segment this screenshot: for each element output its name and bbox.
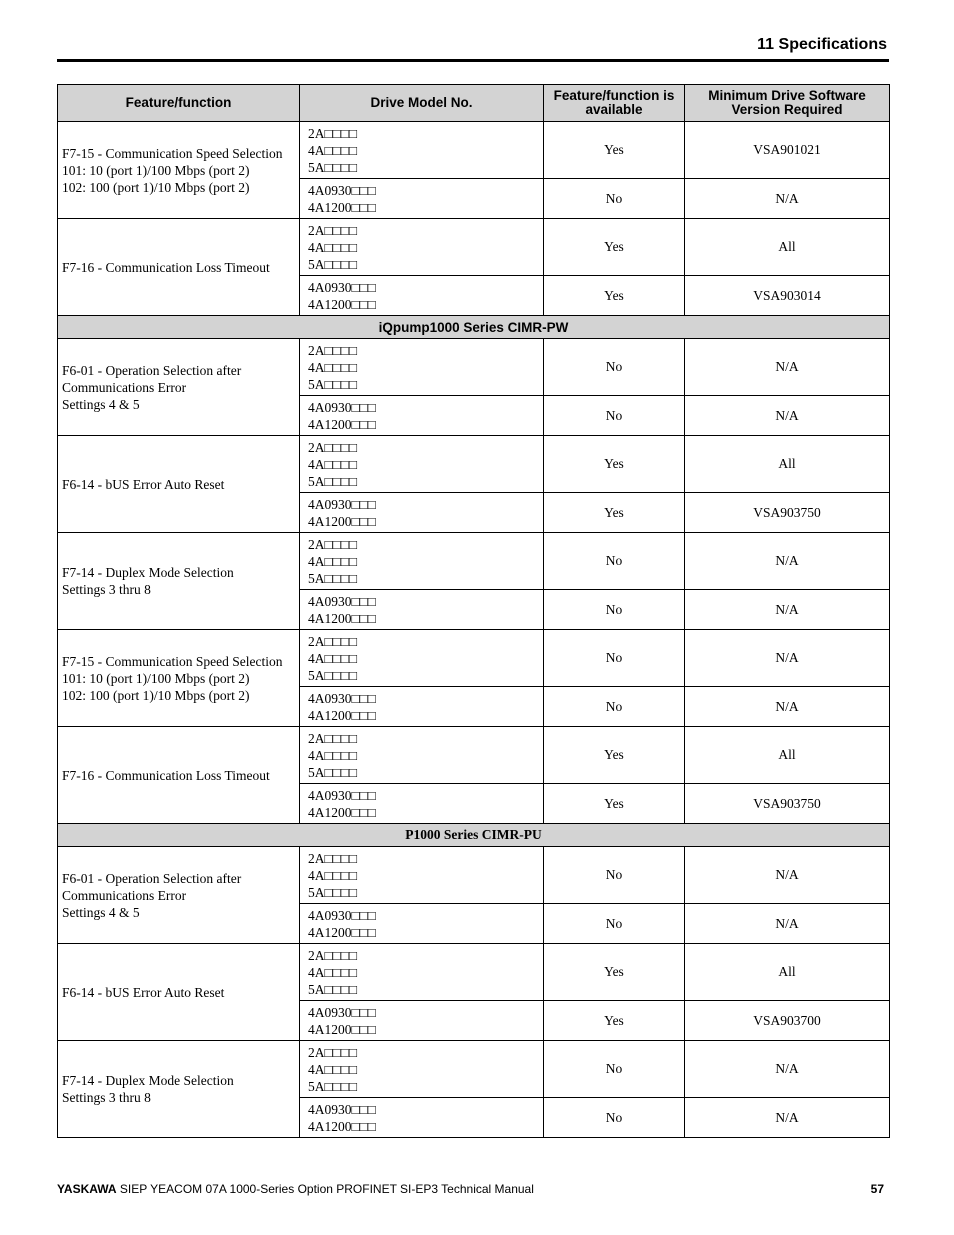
min-version-cell: VSA903700 <box>685 1001 890 1041</box>
footer-manual-title <box>57 1182 534 1196</box>
drive-model-number: 5A□□□□ <box>308 981 358 997</box>
section-label: P1000 Series CIMR-PU <box>58 824 890 847</box>
availability-cell: Yes <box>544 784 685 824</box>
drive-model-number: 4A1200□□□ <box>308 610 376 626</box>
availability-cell: No <box>544 904 685 944</box>
table-header-row <box>58 85 890 122</box>
drive-model-number: 4A1200□□□ <box>308 1021 376 1037</box>
feature-text-line: F6-14 - bUS Error Auto Reset <box>62 984 225 1000</box>
drive-model-cell <box>300 1001 544 1041</box>
drive-model-number: 4A0930□□□ <box>308 593 376 609</box>
drive-model-number: 4A0930□□□ <box>308 787 376 803</box>
page-number: 57 <box>870 1182 884 1196</box>
drive-model-cell <box>300 784 544 824</box>
min-version-cell: N/A <box>685 179 890 219</box>
drive-model-number: 2A□□□□ <box>308 730 358 746</box>
min-version-cell: VSA901021 <box>685 122 890 179</box>
feature-text-line: 102: 100 (port 1)/10 Mbps (port 2) <box>62 687 250 703</box>
availability-cell: No <box>544 1041 685 1098</box>
drive-model-number: 2A□□□□ <box>308 125 358 141</box>
drive-model-number: 4A□□□□ <box>308 553 358 569</box>
min-version-cell: N/A <box>685 339 890 396</box>
min-version-cell: N/A <box>685 687 890 727</box>
drive-model-number: 4A0930□□□ <box>308 1004 376 1020</box>
drive-model-number: 4A□□□□ <box>308 1061 358 1077</box>
drive-model-number: 4A0930□□□ <box>308 182 376 198</box>
section-header-row <box>58 316 890 339</box>
drive-model-cell <box>300 847 544 904</box>
drive-model-number: 2A□□□□ <box>308 342 358 358</box>
drive-model-number: 4A□□□□ <box>308 964 358 980</box>
feature-text-line: F7-16 - Communication Loss Timeout <box>62 259 270 275</box>
drive-model-number: 4A1200□□□ <box>308 199 376 215</box>
availability-cell: No <box>544 687 685 727</box>
table-body <box>58 122 890 1138</box>
drive-model-number: 2A□□□□ <box>308 1044 358 1060</box>
drive-model-number: 5A□□□□ <box>308 256 358 272</box>
feature-text-line: F6-01 - Operation Selection after <box>62 870 242 886</box>
drive-model-number: 4A0930□□□ <box>308 690 376 706</box>
feature-text-line: F7-16 - Communication Loss Timeout <box>62 767 270 783</box>
feature-cell <box>58 944 300 1041</box>
drive-model-number: 4A0930□□□ <box>308 496 376 512</box>
drive-model-cell <box>300 630 544 687</box>
drive-model-number: 5A□□□□ <box>308 764 358 780</box>
feature-text-line: Settings 4 & 5 <box>62 396 140 412</box>
table-row <box>58 847 890 904</box>
availability-cell: Yes <box>544 436 685 493</box>
table-row <box>58 339 890 396</box>
feature-text-line: 101: 10 (port 1)/100 Mbps (port 2) <box>62 670 250 686</box>
feature-text-line: 101: 10 (port 1)/100 Mbps (port 2) <box>62 162 250 178</box>
feature-text-line: F6-01 - Operation Selection after <box>62 362 242 378</box>
availability-cell: No <box>544 1098 685 1138</box>
drive-model-number: 4A0930□□□ <box>308 399 376 415</box>
feature-cell <box>58 727 300 824</box>
feature-text-line: F7-15 - Communication Speed Selection <box>62 653 283 669</box>
column-header-min-version: Minimum Drive Software Version Required <box>685 85 890 122</box>
drive-model-number: 2A□□□□ <box>308 536 358 552</box>
feature-cell <box>58 219 300 316</box>
min-version-cell: All <box>685 944 890 1001</box>
column-header-available: Feature/function is available <box>544 85 685 122</box>
drive-model-number: 4A□□□□ <box>308 747 358 763</box>
table-row <box>58 630 890 687</box>
feature-cell <box>58 122 300 219</box>
availability-cell: No <box>544 630 685 687</box>
availability-cell: Yes <box>544 727 685 784</box>
availability-cell: No <box>544 590 685 630</box>
availability-cell: No <box>544 179 685 219</box>
header-rule <box>57 59 889 62</box>
drive-model-number: 4A1200□□□ <box>308 707 376 723</box>
drive-model-cell <box>300 1041 544 1098</box>
specifications-table <box>57 84 890 1138</box>
drive-model-cell <box>300 1098 544 1138</box>
availability-cell: No <box>544 533 685 590</box>
drive-model-number: 5A□□□□ <box>308 570 358 586</box>
drive-model-number: 4A□□□□ <box>308 239 358 255</box>
column-header-drive-model: Drive Model No. <box>300 85 544 122</box>
min-version-cell: N/A <box>685 1041 890 1098</box>
availability-cell: Yes <box>544 276 685 316</box>
feature-cell <box>58 436 300 533</box>
table-row <box>58 727 890 784</box>
min-version-cell: All <box>685 219 890 276</box>
drive-model-cell <box>300 436 544 493</box>
drive-model-number: 4A1200□□□ <box>308 416 376 432</box>
min-version-cell: VSA903014 <box>685 276 890 316</box>
availability-cell: Yes <box>544 1001 685 1041</box>
drive-model-number: 2A□□□□ <box>308 633 358 649</box>
feature-text-line: F7-14 - Duplex Mode Selection <box>62 1073 234 1088</box>
feature-text-line: Settings 3 thru 8 <box>62 582 151 597</box>
drive-model-number: 4A□□□□ <box>308 456 358 472</box>
feature-text-line: Settings 4 & 5 <box>62 904 140 920</box>
drive-model-number: 2A□□□□ <box>308 947 358 963</box>
drive-model-cell <box>300 944 544 1001</box>
feature-text-line: Communications Error <box>62 887 187 903</box>
feature-cell <box>58 339 300 436</box>
drive-model-cell <box>300 396 544 436</box>
drive-model-number: 4A1200□□□ <box>308 296 376 312</box>
table-row <box>58 533 890 590</box>
drive-model-cell <box>300 219 544 276</box>
drive-model-cell <box>300 276 544 316</box>
availability-cell: Yes <box>544 944 685 1001</box>
min-version-cell: N/A <box>685 1098 890 1138</box>
drive-model-number: 4A1200□□□ <box>308 924 376 940</box>
availability-cell: No <box>544 339 685 396</box>
min-version-cell: N/A <box>685 630 890 687</box>
drive-model-number: 4A1200□□□ <box>308 513 376 529</box>
drive-model-cell <box>300 179 544 219</box>
feature-text-line: 102: 100 (port 1)/10 Mbps (port 2) <box>62 179 250 195</box>
feature-text-line: Communications Error <box>62 379 187 395</box>
availability-cell: No <box>544 396 685 436</box>
drive-model-cell <box>300 590 544 630</box>
drive-model-number: 5A□□□□ <box>308 1078 358 1094</box>
footer-title-text: SIEP YEACOM 07A 1000-Series Option PROFINET SI-EP3 Technical Manual <box>116 1182 534 1196</box>
min-version-cell: N/A <box>685 904 890 944</box>
drive-model-number: 2A□□□□ <box>308 222 358 238</box>
feature-text-line: F6-14 - bUS Error Auto Reset <box>62 476 225 492</box>
min-version-cell: All <box>685 436 890 493</box>
min-version-cell: VSA903750 <box>685 493 890 533</box>
section-label: iQpump1000 Series CIMR-PW <box>58 316 890 339</box>
column-header-feature: Feature/function <box>58 85 300 122</box>
drive-model-number: 5A□□□□ <box>308 376 358 392</box>
drive-model-number: 2A□□□□ <box>308 850 358 866</box>
section-title: 11 Specifications <box>757 36 887 53</box>
table-row <box>58 436 890 493</box>
feature-text-line: F7-15 - Communication Speed Selection <box>62 145 283 161</box>
drive-model-cell <box>300 122 544 179</box>
feature-cell <box>58 630 300 727</box>
feature-text-line: Settings 3 thru 8 <box>62 1090 151 1105</box>
availability-cell: Yes <box>544 122 685 179</box>
feature-text-line: F7-14 - Duplex Mode Selection <box>62 565 234 580</box>
table-row <box>58 219 890 276</box>
availability-cell: No <box>544 847 685 904</box>
feature-cell <box>58 1041 300 1138</box>
footer-brand: YASKAWA <box>57 1182 117 1196</box>
drive-model-number: 4A□□□□ <box>308 142 358 158</box>
drive-model-number: 5A□□□□ <box>308 884 358 900</box>
section-header-row <box>58 824 890 847</box>
table-row <box>58 122 890 179</box>
drive-model-cell <box>300 533 544 590</box>
drive-model-number: 4A1200□□□ <box>308 804 376 820</box>
drive-model-cell <box>300 493 544 533</box>
min-version-cell: All <box>685 727 890 784</box>
drive-model-number: 2A□□□□ <box>308 439 358 455</box>
drive-model-number: 4A□□□□ <box>308 867 358 883</box>
drive-model-number: 4A□□□□ <box>308 650 358 666</box>
drive-model-number: 5A□□□□ <box>308 667 358 683</box>
drive-model-number: 4A0930□□□ <box>308 907 376 923</box>
table-row <box>58 1041 890 1098</box>
drive-model-cell <box>300 904 544 944</box>
drive-model-number: 5A□□□□ <box>308 473 358 489</box>
drive-model-number: 4A□□□□ <box>308 359 358 375</box>
feature-cell <box>58 533 300 630</box>
min-version-cell: N/A <box>685 590 890 630</box>
availability-cell: Yes <box>544 219 685 276</box>
drive-model-cell <box>300 727 544 784</box>
drive-model-number: 4A1200□□□ <box>308 1118 376 1134</box>
min-version-cell: VSA903750 <box>685 784 890 824</box>
feature-cell <box>58 847 300 944</box>
table-row <box>58 944 890 1001</box>
min-version-cell: N/A <box>685 533 890 590</box>
drive-model-number: 4A0930□□□ <box>308 1101 376 1117</box>
min-version-cell: N/A <box>685 396 890 436</box>
drive-model-cell <box>300 687 544 727</box>
drive-model-number: 4A0930□□□ <box>308 279 376 295</box>
availability-cell: Yes <box>544 493 685 533</box>
drive-model-number: 5A□□□□ <box>308 159 358 175</box>
min-version-cell: N/A <box>685 847 890 904</box>
drive-model-cell <box>300 339 544 396</box>
